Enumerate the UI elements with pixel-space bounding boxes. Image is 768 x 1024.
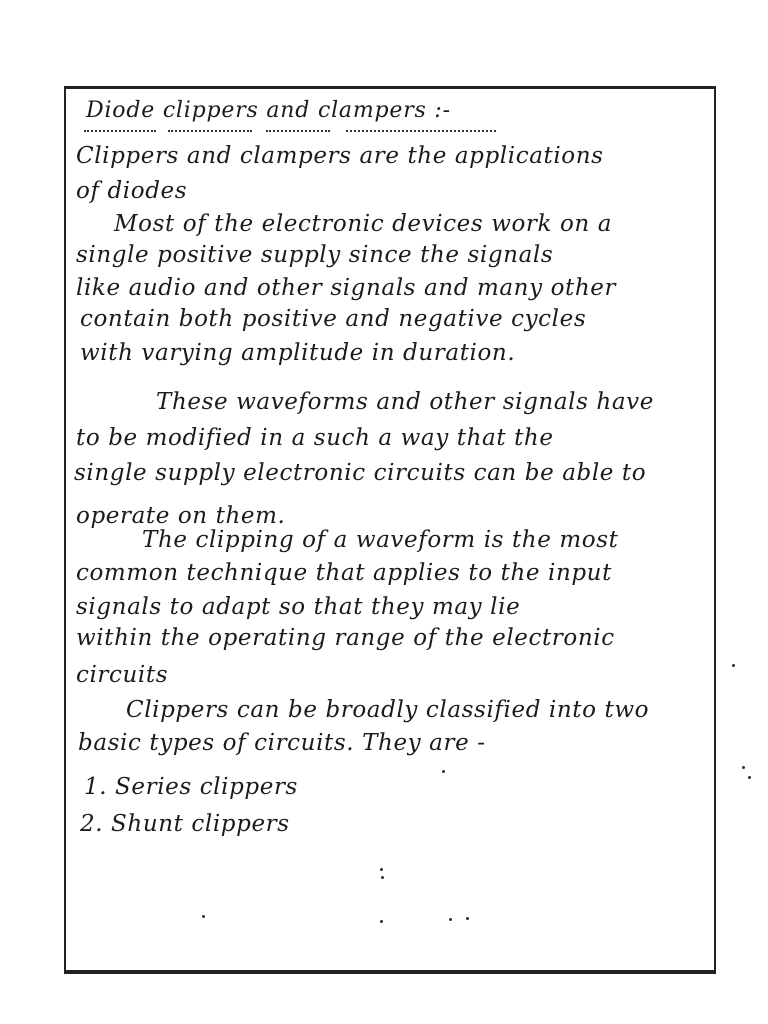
paragraph-line: basic types of circuits. They are - [78,730,486,756]
paragraph-line: to be modified in a such a way that the [76,425,554,451]
scan-speck [748,776,751,779]
scan-speck [380,920,383,923]
list-item: 2. Shunt clippers [80,811,290,837]
scan-speck [466,917,469,920]
scan-speck [742,766,745,769]
paragraph-line: circuits [76,662,169,688]
scan-speck [449,918,452,921]
title-underline [346,124,496,132]
paragraph-line: like audio and other signals and many other [76,275,617,301]
paragraph-line: signals to adapt so that they may lie [76,594,521,620]
title-underline [266,124,330,132]
paragraph-line: Clippers and clampers are the applications [76,143,604,169]
paragraph-line: common technique that applies to the input [76,560,612,586]
paragraph-line: with varying amplitude in duration. [80,340,516,366]
paragraph-line: within the operating range of the electronic [76,625,615,651]
scan-speck [732,664,735,667]
paragraph-line: Most of the electronic devices work on a [114,211,613,237]
paragraph-line: of diodes [76,178,188,204]
title-underline [168,124,252,132]
scan-speck [380,868,383,871]
paragraph-line: Clippers can be broadly classified into two [126,697,650,723]
list-item: 1. Series clippers [84,774,298,800]
scan-speck [381,876,384,879]
paragraph-line: single supply electronic circuits can be able to [74,460,647,486]
paragraph-line: contain both positive and negative cycles [80,306,587,332]
scan-speck [202,915,205,918]
paragraph-line: The clipping of a waveform is the most [142,527,619,553]
document-title: Diode clippers and clampers :- [86,98,451,123]
paragraph-line: single positive supply since the signals [76,242,554,268]
title-underline [84,124,156,132]
paragraph-line: These waveforms and other signals have [156,389,654,415]
paragraph-line: operate on them. [76,503,286,529]
scan-speck [442,770,445,773]
